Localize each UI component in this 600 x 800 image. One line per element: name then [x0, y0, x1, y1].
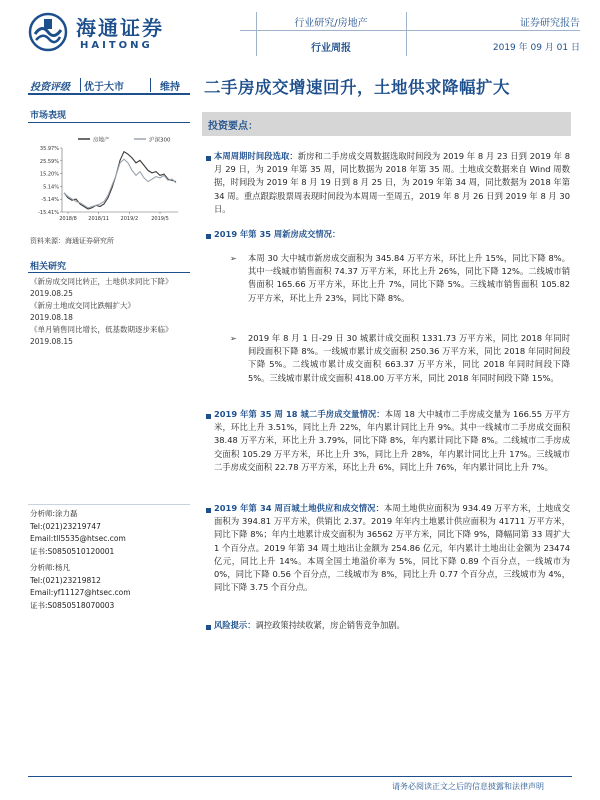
series-line-1	[64, 152, 176, 209]
related-item-date: 2019.08.25	[30, 289, 73, 298]
related-item[interactable]	[30, 276, 190, 300]
analyst-email[interactable]: Email:tll5535@htsec.com	[30, 534, 126, 543]
analyst-cert: 证书:S0850518070003	[30, 600, 115, 610]
y-tick-label: 15.20%	[39, 171, 59, 178]
bullet-square-icon	[206, 234, 211, 239]
analyst-cert: 证书:S0850510120001	[30, 546, 115, 556]
key-point-body: 本周土地供应面积为 934.49 万平方米，土地成交面积为 394.81 万平方米，供销比 2.37。2019 年年内土地累计供应面积为 41711 万平方米，同比下降 8%；年内土地累计成交面积为 36562 万平方米，同比下降 9%，降幅同第 33 周扩大 1 个百分点。2019 年第 34 周土地出让金额为 254.86 亿元，年内累计土地出让金额为 23474 亿元，同比上升 14%。本周全国土地溢价率为 5%，同比下降 0.89 个百分点，一线城市为 0%，同比下降 0.56 个百分点，二线城市为 8%，同比上升 0.77 个百分点，三线城市为 4%，同比下降 3.75 个百分点。	[214, 503, 571, 593]
key-point-body: 调控政策持续收紧，房企销售竞争加剧。	[255, 620, 405, 630]
key-point-new-homes-week: 本周 30 大中城市新房成交面积为 345.84 万平方米，环比上升 15%，同比下降 8%。其中一线城市销售面积 74.37 万平方米，环比上升 26%，同比下降 12%。二线城市销售面积 165.66 万平方米，环比上升 7%，同比下降 5%。三线城市销售面积 105.82 万平方米，环比上升 23%，同比下降 8%。	[248, 253, 570, 303]
rating-label: 投资评级	[30, 82, 70, 93]
report-date: 2019 年 09 月 01 日	[492, 43, 580, 53]
report-category: 行业研究/房地产	[294, 18, 368, 29]
header-divider	[406, 12, 407, 56]
key-point-new-homes-head	[214, 228, 570, 241]
brand-label: 证券研究报告	[520, 18, 580, 29]
analyst-tel: Tel:(021)23219747	[30, 521, 101, 531]
legend-label: 沪深300	[149, 137, 171, 144]
related-item-date: 2019.08.18	[30, 313, 73, 322]
y-tick-label: 25.59%	[39, 158, 59, 165]
key-point-risk	[214, 619, 570, 632]
key-point-head: 2019 年第 35 周 18 城二手房成交量情况：	[214, 409, 385, 419]
related-item-date: 2019.08.15	[30, 337, 73, 346]
y-tick-label: 5.14%	[43, 184, 59, 191]
footer-rule	[28, 776, 572, 777]
related-item-title[interactable]: 《新房土地成交同比跌幅扩大》	[30, 301, 135, 310]
key-point-land	[214, 502, 570, 594]
related-item-title[interactable]: 《新房成交同比转正，土地供求同比下降》	[30, 277, 173, 286]
related-item-title[interactable]: 《单月销售同比增长，低基数期逐步来临》	[30, 325, 173, 334]
analyst-email[interactable]: Email:yf11127@htsec.com	[30, 588, 131, 597]
section-rule	[28, 122, 190, 123]
rating-divider	[150, 78, 151, 92]
analyst-rule	[28, 504, 190, 505]
arrow-bullet-icon: ➢	[230, 334, 237, 343]
key-point-period	[214, 150, 570, 216]
rating-divider	[80, 78, 81, 92]
key-point-new-homes-month: 2019 年 8 月 1 日-29 日 30 城累计成交面积 1331.73 万平方米，同比 2018 年同时间段面积下降 8%。一线城市累计成交面积 250.36 万平方米，同比 2018 年同时间段下降 5%。二线城市累计成交面积 663.37 万平方米，同比 2018 年同时间段下降 5%。三线城市累计成交面积 418.00 万平方米，同比 2018 年同时间段下降 15%。	[248, 333, 570, 383]
rating-value: 优于大市	[84, 82, 124, 93]
x-tick-label: 2019/5	[151, 216, 169, 222]
bullet-square-icon	[206, 156, 211, 161]
key-point-head: 2019 年第 34 周百城土地供应和成交情况：	[214, 503, 384, 513]
key-point-head: 2019 年第 35 周新房成交情况：	[214, 229, 341, 239]
market-chart-svg	[28, 128, 190, 228]
logo-en-text: HAITONG	[80, 40, 153, 51]
report-type: 行业周报	[311, 43, 351, 54]
report-category-block	[256, 14, 406, 54]
key-point-second-hand	[214, 408, 570, 474]
y-tick-label: 35.97%	[39, 146, 59, 152]
bullet-square-icon	[206, 625, 211, 630]
key-point-body: 本周 18 大中城市二手房成交量为 166.55 万平方米，环比上升 3.51%，同比上升 22%，年内累计同比上升 9%。其中一线城市二手房成交面积 38.48 万平方米，环比上升 3.79%，同比下降 8%，年内累计同比下降 8%。二线城市二手房成交面积 105.29 万平方米，环比上升 3%，同比上升 28%，年内累计同比上升 17%。三线城市二手房成交面积 22.78 万平方米，环比上升 6%，同比上升 76%，年内累计同比上升 7%。	[214, 409, 570, 472]
key-points-title: 投资要点：	[208, 121, 258, 132]
logo-cn-text: 海通证券	[76, 16, 164, 40]
page-header	[0, 0, 600, 62]
related-item[interactable]	[30, 324, 190, 348]
analyst-tel: Tel:(021)23219812	[30, 575, 101, 585]
series-line-2	[64, 159, 176, 208]
rating-action: 维持	[160, 82, 180, 93]
arrow-bullet-icon: ➢	[230, 254, 237, 263]
analyst-name: 分析师:杨凡	[30, 563, 71, 572]
footer-disclaimer[interactable]: 请务必阅读正文之后的信息披露和法律声明	[392, 782, 544, 791]
legend-label: 房地产	[93, 137, 110, 144]
x-tick-label: 2018/11	[88, 216, 110, 222]
report-brand-block	[460, 14, 580, 53]
haitong-emblem-icon	[28, 12, 68, 52]
related-item[interactable]	[30, 300, 190, 324]
analyst-card	[30, 562, 190, 612]
key-point-head: 风险提示：	[214, 620, 256, 630]
x-tick-label: 2019/2	[120, 216, 139, 222]
page-title: 二手房成交增速回升，土地供求降幅扩大	[204, 78, 510, 97]
related-section-title: 相关研究	[30, 262, 67, 272]
haitong-logo	[28, 10, 188, 54]
y-tick-label: -5.14%	[41, 197, 59, 204]
key-points-bar	[202, 112, 571, 136]
key-point-body: 新房和二手房成交周数据选取时间段为 2019 年 8 月 23 日到 2019 年 8 月 29 日，为 2019 年第 35 周，同比数据为 2018 年第 35 周。土地成交数据来自 Wind 周数据，时间段为 2019 年 8 月 19 日到 8 月 25 日，为 2019 年第 34 周，同比数据为 2018 年第 34 周。重点跟踪股票周表现时间段为本周周一至周五，2019 年 8 月 26 日到 2019 年 8 月 30 日。	[214, 151, 570, 214]
x-tick-label: 2018/8	[59, 216, 77, 222]
market-chart	[28, 128, 190, 228]
chart-source: 资料来源：海通证券研究所	[30, 237, 114, 245]
bullet-square-icon	[206, 414, 211, 419]
rating-bar	[28, 77, 190, 95]
y-tick-label: -15.41%	[38, 210, 59, 216]
key-point-head: 本周周期时间段选取：	[214, 151, 298, 161]
analyst-card	[30, 508, 190, 558]
analyst-name: 分析师:涂力磊	[30, 509, 78, 518]
section-rule	[28, 272, 190, 273]
bullet-square-icon	[206, 508, 211, 513]
market-section-title: 市场表现	[30, 111, 67, 121]
